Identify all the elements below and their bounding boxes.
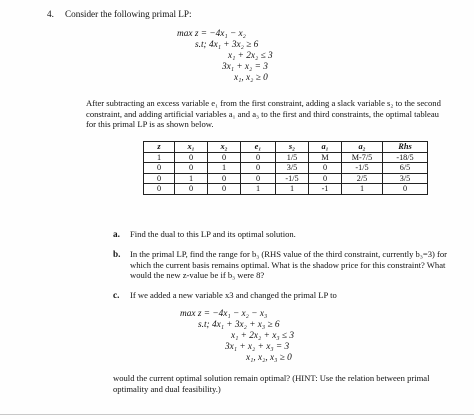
- lp1-constraint-1: s.t; 4x₁ + 3x₂ ≥ 6: [195, 40, 259, 50]
- table-row: [144, 173, 428, 184]
- table-cell: 0: [208, 173, 241, 184]
- lp1-constraint-2: x₁ + 2x₂ ≤ 3: [228, 51, 273, 61]
- table-cell: 1/5: [276, 152, 309, 163]
- table-cell: 0: [144, 173, 175, 184]
- page-divider: [0, 414, 474, 415]
- column-header: z: [144, 142, 175, 153]
- table-cell: 0: [241, 152, 276, 163]
- lp2-constraint-3: 3x₁ + x₂ + x₃ = 3: [225, 342, 290, 352]
- optimal-tableau: [143, 141, 428, 195]
- table-cell: M-7/5: [342, 152, 383, 163]
- problem-intro: Consider the following primal LP:: [65, 9, 192, 19]
- question-b-text: In the primal LP, find the range for b₃ (RHS value of the third constraint, currently b₃=3) for which the current basis remains optimal. What is the shadow price for this constraint? What would the new z-value be if b₃ were 8?: [130, 249, 448, 281]
- table-cell: 0: [241, 173, 276, 184]
- column-header: a₂: [342, 142, 383, 153]
- lp1-constraint-3: 3x₁ + x₂ = 3: [222, 62, 268, 72]
- question-a-text: Find the dual to this LP and its optimal solution.: [130, 229, 296, 239]
- table-cell: -1/5: [276, 173, 309, 184]
- table-cell: 0: [208, 184, 241, 195]
- table-row: [144, 152, 428, 163]
- question-c-label: c.: [113, 290, 120, 300]
- table-cell: 1: [241, 184, 276, 195]
- table-cell: 0: [383, 184, 428, 195]
- column-header: s₂: [276, 142, 309, 153]
- lp2-constraint-1: s.t; 4x₁ + 3x₂ + x₃ ≥ 6: [198, 320, 280, 330]
- tableau-description: After subtracting an excess variable e₁ from the first constraint, adding a slack variable s₂ to the second constraint, and adding artificial variables a₁ and a₃ to the first and third constraints, the optimal tableau for this primal LP is as shown below.: [86, 98, 441, 130]
- table-row: [144, 184, 428, 195]
- question-c-followup: would the current optimal solution remain optimal? (HINT: Use the relation between primal optimality and dual feasibility.): [113, 373, 430, 394]
- table-cell: 1: [276, 184, 309, 195]
- lp1-nonnegativity: x₁, x₂ ≥ 0: [234, 73, 268, 83]
- table-cell: -18/5: [383, 152, 428, 163]
- column-header: x₁: [175, 142, 208, 153]
- table-cell: 0: [144, 184, 175, 195]
- column-header: e₁: [241, 142, 276, 153]
- table-cell: 6/5: [383, 163, 428, 174]
- table-cell: -1: [309, 184, 342, 195]
- table-cell: 0: [309, 163, 342, 174]
- table-cell: 0: [175, 184, 208, 195]
- problem-number: 4.: [47, 9, 54, 19]
- question-a-label: a.: [113, 229, 120, 239]
- table-cell: 3/5: [276, 163, 309, 174]
- table-cell: M: [309, 152, 342, 163]
- table-cell: 0: [241, 163, 276, 174]
- table-cell: 0: [144, 163, 175, 174]
- table-cell: 0: [208, 152, 241, 163]
- lp2-objective: max z = −4x₁ − x₂ − x₃: [180, 309, 268, 319]
- table-row: [144, 163, 428, 174]
- table-cell: 1: [144, 152, 175, 163]
- table-cell: -1/5: [342, 163, 383, 174]
- column-header: Rhs: [383, 142, 428, 153]
- column-header: a₁: [309, 142, 342, 153]
- column-header: x₂: [208, 142, 241, 153]
- question-c-text: If we added a new variable x3 and changed the primal LP to: [130, 290, 337, 300]
- lp1-objective: max z = −4x₁ − x₂: [177, 29, 246, 39]
- question-b-label: b.: [113, 249, 121, 259]
- table-cell: 2/5: [342, 173, 383, 184]
- table-cell: 0: [175, 152, 208, 163]
- table-cell: 0: [309, 173, 342, 184]
- table-header-row: [144, 142, 428, 153]
- table-cell: 1: [175, 173, 208, 184]
- table-cell: 1: [208, 163, 241, 174]
- lp2-constraint-2: x₁ + 2x₂ + x₃ ≤ 3: [231, 331, 294, 341]
- table-cell: 0: [175, 163, 208, 174]
- lp2-nonnegativity: x₁, x₂, x₃ ≥ 0: [246, 353, 292, 363]
- table-cell: 3/5: [383, 173, 428, 184]
- table-cell: 1: [342, 184, 383, 195]
